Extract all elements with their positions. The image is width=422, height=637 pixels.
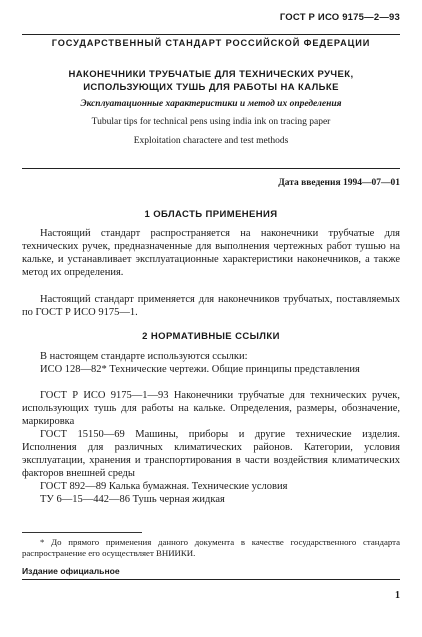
- title-en-line-2: Exploitation characterе and test methods: [133, 136, 289, 146]
- reference-item: ГОСТ Р ИСО 9175—1—93 Наконечники трубчатые для технических ручек, использующих тушь для работы на кальке. Определения, размеры, обозначение, маркировка: [22, 390, 400, 427]
- reference-item: ГОСТ 15150—69 Машины, приборы и другие технические изделия. Исполнения для различных климатических районов. Категории, условия эксплуатации, хранения и транспортирования в части воздействия климатических факторов внешней среды: [22, 429, 400, 479]
- reference-item: ИСО 128—82* Технические чертежи. Общие принципы представления: [40, 364, 360, 375]
- divider: [22, 579, 400, 580]
- title-ru-line-2: ИСПОЛЬЗУЮЩИХ ТУШЬ ДЛЯ РАБОТЫ НА КАЛЬКЕ: [83, 82, 339, 93]
- section-1-paragraph-2: Настоящий стандарт применяется для наконечников трубчатых, поставляемых по ГОСТ Р ИСО 9175—1.: [22, 294, 400, 318]
- edition-label: Издание официальное: [22, 566, 120, 576]
- reference-item: ТУ 6—15—442—86 Тушь черная жидкая: [40, 494, 225, 505]
- reference-item: ГОСТ 892—89 Калька бумажная. Технические условия: [40, 481, 288, 492]
- footnote-divider: [22, 532, 142, 533]
- section-1-paragraph-1: Настоящий стандарт распространяется на наконечники трубчатые для технических ручек, предназначенные для выполнения чертежных работ тушью на кальке, и устанавливает эксплуатационные характеристики наконечников, а также метод их определения.: [22, 228, 400, 278]
- title-en-line-1: Tubular tips for technical pens using india ink on tracing paper: [91, 117, 331, 127]
- standard-title: ГОСУДАРСТВЕННЫЙ СТАНДАРТ РОССИЙСКОЙ ФЕДЕРАЦИИ: [22, 34, 400, 48]
- section-2-heading: 2 НОРМАТИВНЫЕ ССЫЛКИ: [142, 331, 280, 342]
- divider: [22, 168, 400, 169]
- introduction-date: Дата введения 1994—07—01: [278, 178, 400, 188]
- footnote: * До прямого применения данного документа в качестве государственного стандарта распространение его осуществляет ВНИИКИ.: [22, 537, 400, 558]
- section-1-heading: 1 ОБЛАСТЬ ПРИМЕНЕНИЯ: [144, 209, 278, 220]
- document-code: ГОСТ Р ИСО 9175—2—93: [279, 12, 400, 23]
- title-block: [30, 68, 392, 147]
- page-number: 1: [395, 590, 400, 601]
- section-2-intro: В настоящем стандарте используются ссылки:: [40, 351, 248, 362]
- subtitle-ru: Эксплуатационные характеристики и метод их определения: [80, 99, 342, 109]
- title-ru-line-1: НАКОНЕЧНИКИ ТРУБЧАТЫЕ ДЛЯ ТЕХНИЧЕСКИХ РУЧЕК,: [68, 69, 354, 80]
